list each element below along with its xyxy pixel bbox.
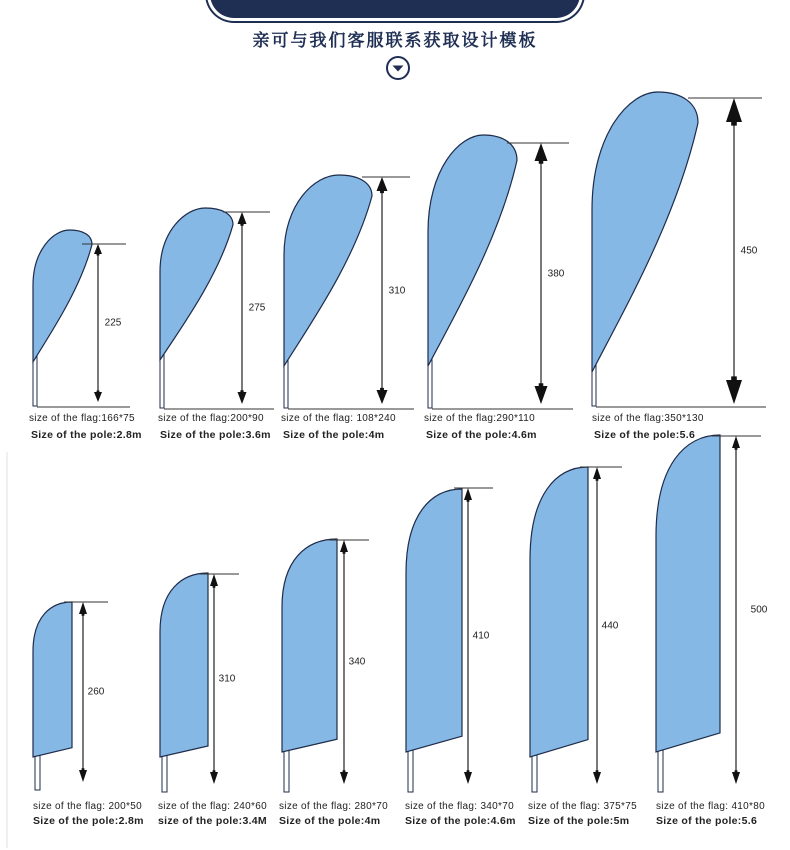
pole-size-label: Size of the pole:2.8m <box>33 815 144 827</box>
teardrop-arrow-down-icon <box>535 383 548 404</box>
pole-size-label: Size of the pole:3.6m <box>160 429 271 441</box>
feather-arrow-down-icon <box>732 770 740 784</box>
flag-height-label: 310 <box>388 285 406 296</box>
teardrop-arrow-down-icon <box>94 391 102 403</box>
feather-flag-shape <box>160 573 208 757</box>
feather-flag-shape <box>406 489 462 752</box>
pole-size-label: Size of the pole:5m <box>528 815 630 827</box>
flag-height-label: 380 <box>547 268 565 279</box>
flag-size-label: size of the flag: 280*70 <box>279 801 388 812</box>
feather-arrow-down-icon <box>340 770 348 784</box>
feather-arrow-down-icon <box>593 770 601 784</box>
teardrop-arrow-up-icon <box>377 177 388 193</box>
feather-arrow-down-icon <box>464 770 472 784</box>
page-subtitle: 亲可与我们客服联系获取设计模板 <box>252 31 538 51</box>
flag-height-label: 410 <box>472 630 490 642</box>
teardrop-flag-shape <box>33 230 92 362</box>
pole-size-label: Size of the pole:4m <box>283 429 385 441</box>
teardrop-flag-shape <box>592 92 698 372</box>
feather-arrow-down-icon <box>79 768 87 782</box>
flag-height-label: 500 <box>750 604 768 616</box>
teardrop-flag-shape <box>160 208 233 360</box>
teardrop-arrow-up-icon <box>726 98 742 126</box>
flag-height-label: 260 <box>87 686 105 698</box>
feather-arrow-up-icon <box>732 436 740 450</box>
pole-size-label: Size of the pole:4.6m <box>426 429 537 441</box>
flag-size-label: size of the flag:350*130 <box>592 413 704 424</box>
flag-height-label: 450 <box>740 245 758 257</box>
flag-height-label: 310 <box>218 673 236 685</box>
flag-size-label: size of the flag: 200*50 <box>33 801 142 812</box>
teardrop-arrow-up-icon <box>94 244 102 256</box>
teardrop-arrow-down-icon <box>238 390 247 404</box>
feather-arrow-up-icon <box>210 574 218 588</box>
flag-size-label: size of the flag:290*110 <box>424 413 535 424</box>
flag-height-label: 225 <box>104 317 122 329</box>
feather-arrow-up-icon <box>340 540 348 554</box>
feather-arrow-up-icon <box>79 602 87 616</box>
teardrop-arrow-up-icon <box>238 212 247 226</box>
flag-size-label: size of the flag: 375*75 <box>528 801 637 812</box>
teardrop-arrow-down-icon <box>377 388 388 404</box>
teardrop-flag-shape <box>428 135 517 366</box>
pole-size-label: Size of the pole:2.8m <box>31 429 142 441</box>
feather-arrow-up-icon <box>464 488 472 502</box>
feather-flag-shape <box>656 435 720 752</box>
feather-flag-shape <box>282 539 337 752</box>
feather-arrow-up-icon <box>593 467 601 481</box>
pole-size-label: size of the pole:3.4M <box>158 815 267 827</box>
flag-height-label: 340 <box>348 656 366 668</box>
flag-size-label: size of the flag: 410*80 <box>656 801 765 812</box>
pole-size-label: Size of the pole:5.6 <box>656 815 758 827</box>
flag-size-label: size of the flag: 340*70 <box>405 801 514 812</box>
teardrop-arrow-up-icon <box>535 143 548 164</box>
flag-size-label: size of the flag: 108*240 <box>281 413 396 424</box>
pole-size-label: Size of the pole:5.6 <box>594 429 696 441</box>
flag-size-label: size of the flag: 240*60 <box>158 801 267 812</box>
teardrop-arrow-down-icon <box>726 376 742 404</box>
pole-size-label: Size of the pole:4m <box>279 815 381 827</box>
flag-height-label: 275 <box>248 302 266 314</box>
teardrop-flag-shape <box>284 175 372 366</box>
flag-pole <box>160 352 164 408</box>
flag-height-label: 440 <box>601 620 619 631</box>
feather-flag-shape <box>530 467 588 757</box>
flag-size-label: size of the flag:200*90 <box>158 413 264 424</box>
flag-size-label: size of the flag:166*75 <box>29 413 135 424</box>
feather-arrow-down-icon <box>210 770 218 784</box>
pole-size-label: Size of the pole:4.6m <box>405 815 516 827</box>
feather-flag-shape <box>33 602 72 757</box>
